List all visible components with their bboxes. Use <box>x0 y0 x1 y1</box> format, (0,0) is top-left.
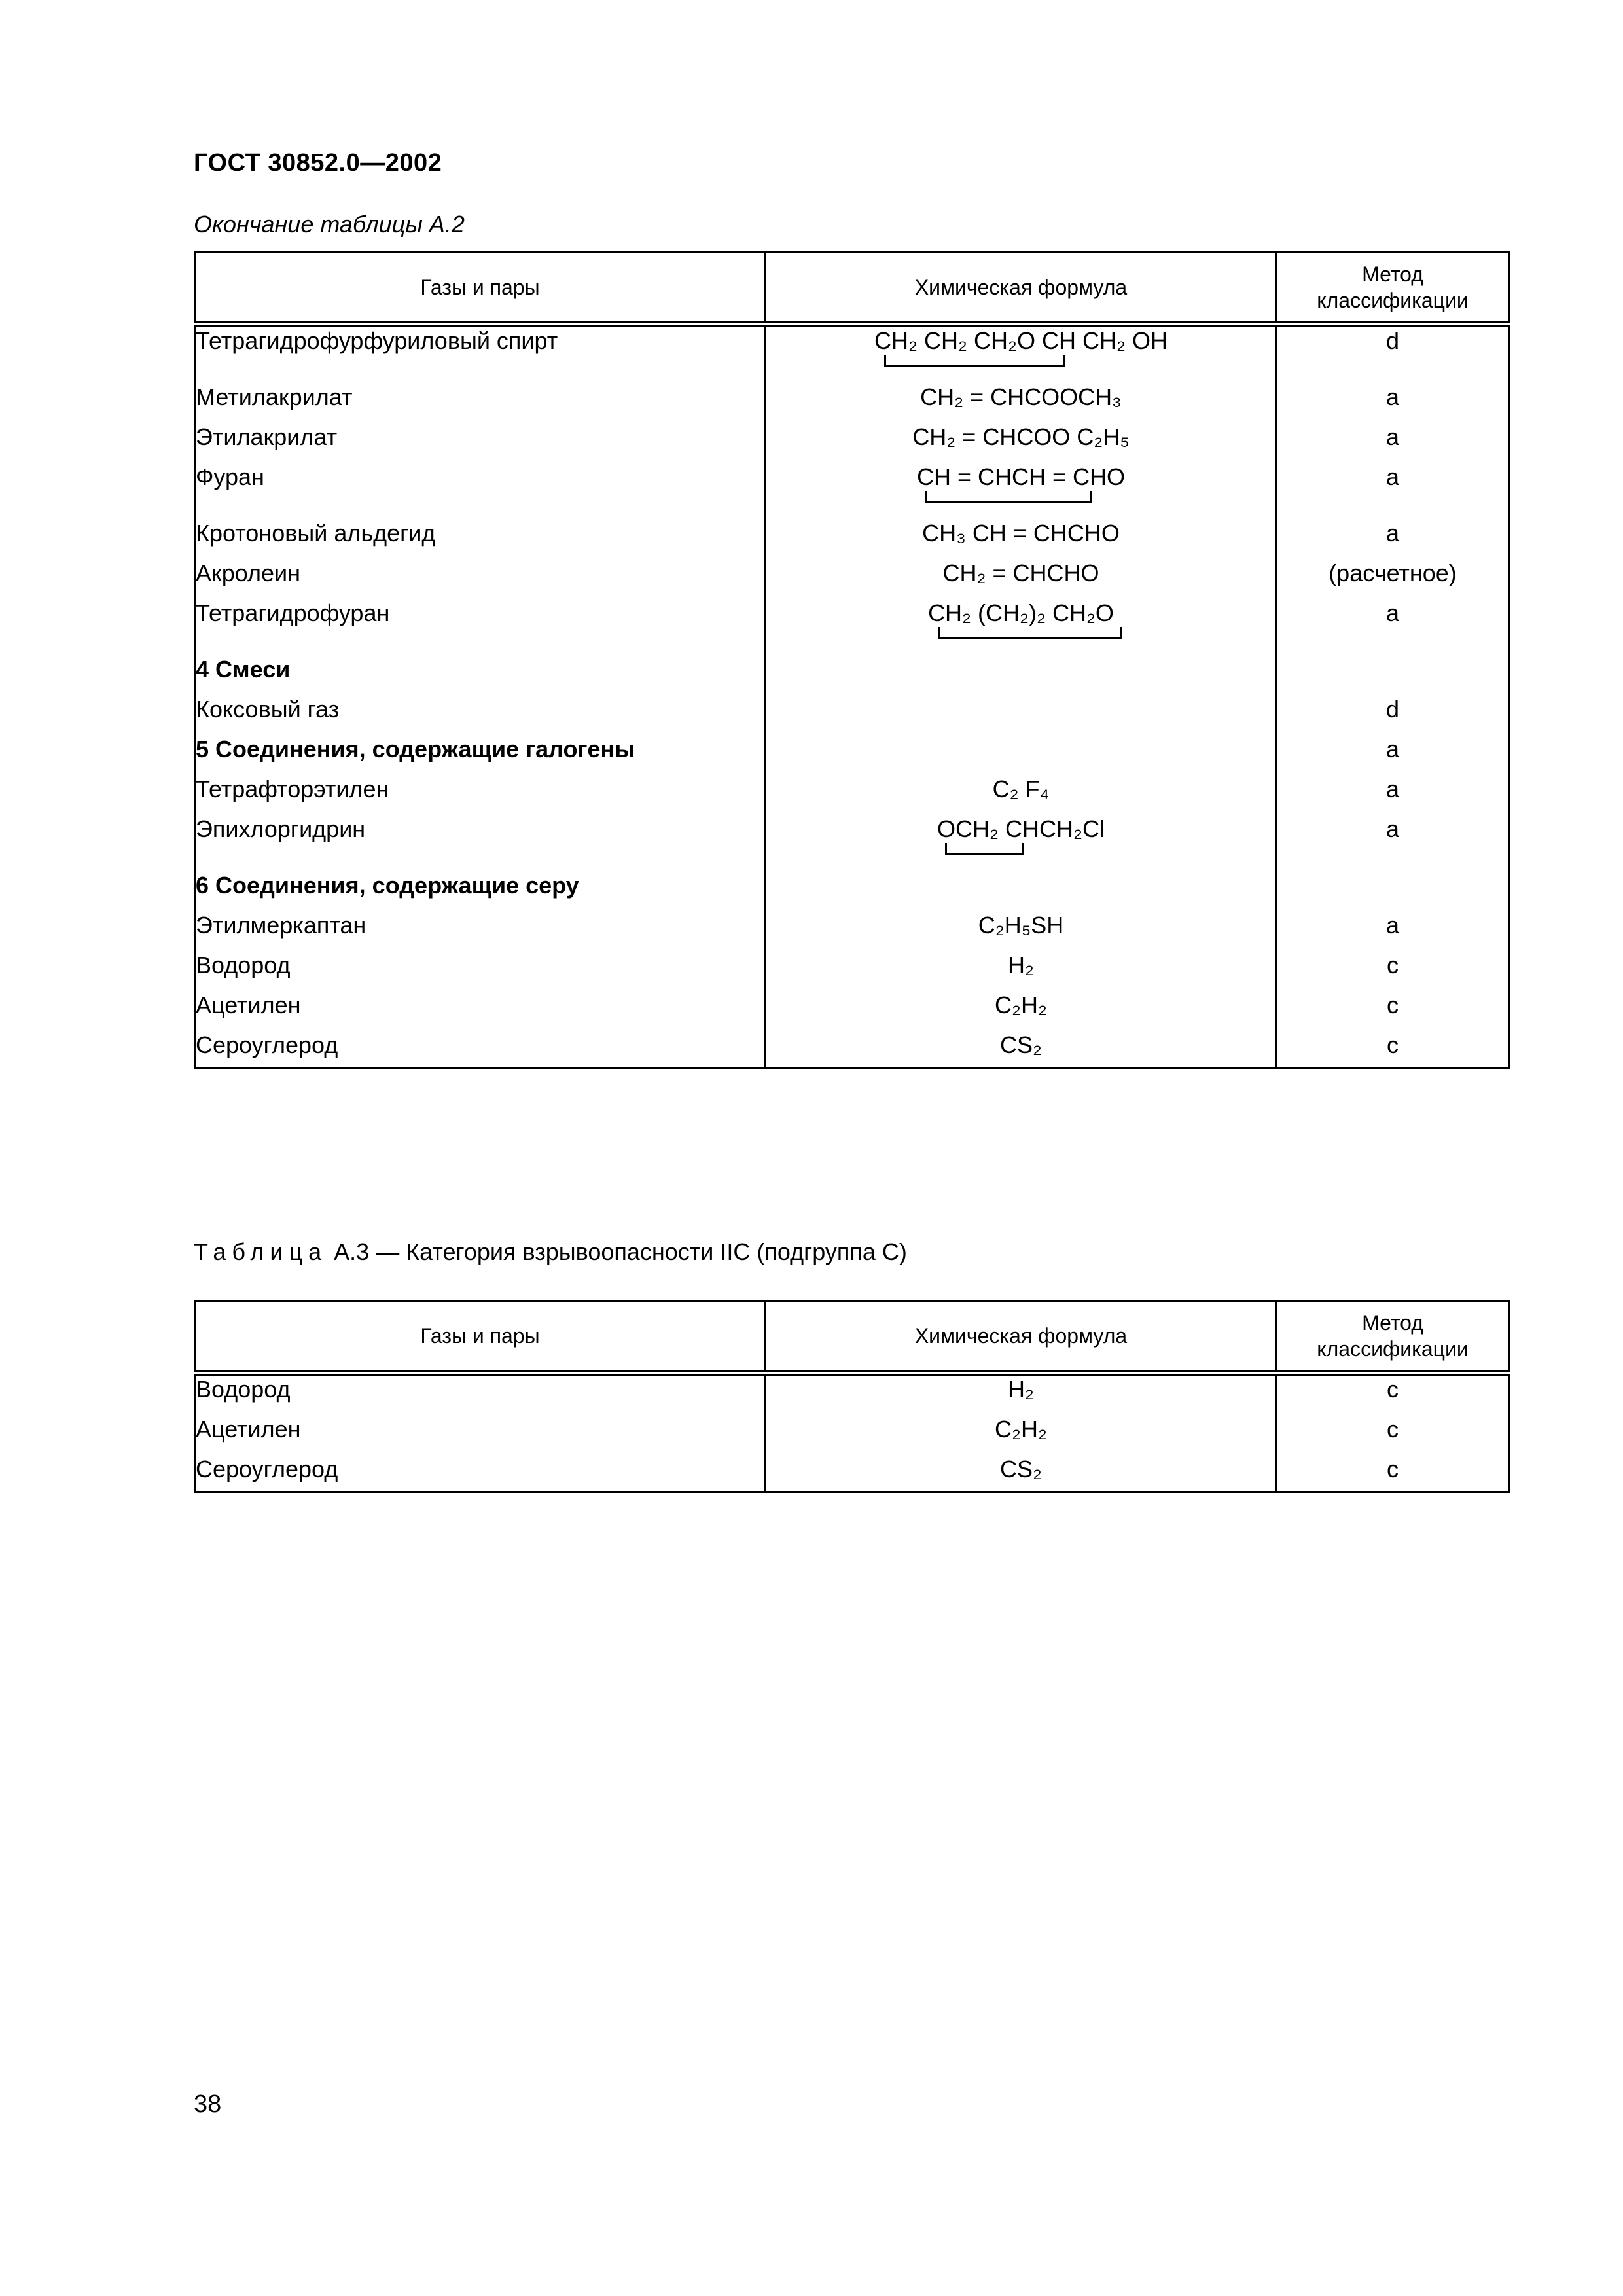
table-a3 <box>194 1300 1510 1493</box>
table-header-row <box>195 253 1509 325</box>
table-row <box>195 912 1509 952</box>
gas-cell: Кротоновый альдегид <box>195 520 766 560</box>
gas-cell: Этилакрилат <box>195 423 766 463</box>
formula-cell <box>766 656 1277 696</box>
formula-text: CH₂ (CH₂)₂ CH₂O <box>928 600 1114 626</box>
formula-cell: C₂H₂ <box>766 992 1277 1031</box>
method-cell: c <box>1277 992 1509 1031</box>
gas-cell: Тетрафторэтилен <box>195 776 766 816</box>
column-header-method-text: Метод классификации <box>1317 1311 1469 1361</box>
table-header-row <box>195 1301 1509 1373</box>
method-cell: a <box>1277 600 1509 656</box>
column-header-method <box>1277 253 1509 325</box>
table-row <box>195 560 1509 600</box>
gas-cell: Тетрагидрофуран <box>195 600 766 656</box>
formula-text: OCH₂ CHCH₂Cl <box>937 816 1105 842</box>
column-header-gases: Газы и пары <box>195 1301 766 1373</box>
table-row <box>195 384 1509 423</box>
table-a2 <box>194 251 1510 1069</box>
gas-cell: Фуран <box>195 463 766 520</box>
table-row <box>195 325 1509 384</box>
gas-cell: Метилакрилат <box>195 384 766 423</box>
formula-cell: CH₂ = CHCHO <box>766 560 1277 600</box>
page-number: 38 <box>194 2090 222 2118</box>
gas-cell: Коксовый газ <box>195 696 766 736</box>
formula-cell <box>766 872 1277 912</box>
table-a3-caption <box>194 1238 907 1266</box>
method-cell: a <box>1277 463 1509 520</box>
column-header-method-text: Метод классификации <box>1317 262 1469 312</box>
formula-ring <box>917 463 1125 491</box>
method-cell: a <box>1277 520 1509 560</box>
ring-bracket <box>938 627 1122 639</box>
column-header-formula: Химическая формула <box>766 253 1277 325</box>
column-header-method <box>1277 1301 1509 1373</box>
column-header-gases: Газы и пары <box>195 253 766 325</box>
formula-cell <box>766 325 1277 384</box>
method-cell: a <box>1277 736 1509 776</box>
table-row <box>195 992 1509 1031</box>
table-row <box>195 600 1509 656</box>
method-cell: a <box>1277 384 1509 423</box>
formula-cell: C₂H₅SH <box>766 912 1277 952</box>
method-cell: a <box>1277 816 1509 872</box>
gas-cell: Водород <box>195 1373 766 1416</box>
page-header: ГОСТ 30852.0—2002 <box>194 149 442 177</box>
formula-text: CH₂ CH₂ CH₂O CH CH₂ OH <box>874 327 1168 354</box>
table-row <box>195 423 1509 463</box>
ring-bracket <box>945 843 1024 855</box>
formula-text: CH = CHCH = CHO <box>916 463 1126 490</box>
method-cell: d <box>1277 696 1509 736</box>
table-row <box>195 816 1509 872</box>
method-cell: d <box>1277 325 1509 384</box>
formula-cell: CH₂ = CHCOO C₂H₅ <box>766 423 1277 463</box>
gas-cell: Сероуглерод <box>195 1456 766 1492</box>
table-row <box>195 736 1509 776</box>
section-heading: 5 Соединения, содержащие галогены <box>195 736 766 776</box>
column-header-formula: Химическая формула <box>766 1301 1277 1373</box>
method-cell: c <box>1277 1456 1509 1492</box>
table-row <box>195 776 1509 816</box>
ring-bracket <box>925 491 1092 503</box>
table-a3-caption-text: А.3 — Категория взрывоопасности IIC (подгруппа С) <box>327 1238 907 1265</box>
formula-ring <box>874 327 1168 355</box>
formula-ring <box>928 600 1114 627</box>
formula-cell: CH₂ = CHCOOCH₃ <box>766 384 1277 423</box>
formula-ring <box>937 816 1105 843</box>
formula-cell <box>766 600 1277 656</box>
table-row <box>195 1373 1509 1416</box>
formula-cell: C₂H₂ <box>766 1416 1277 1456</box>
formula-cell: H₂ <box>766 1373 1277 1416</box>
method-cell: (расчетное) <box>1277 560 1509 600</box>
section-heading: 4 Смеси <box>195 656 766 696</box>
table-row <box>195 1456 1509 1492</box>
gas-cell: Ацетилен <box>195 992 766 1031</box>
gas-cell: Этилмеркаптан <box>195 912 766 952</box>
gas-cell: Эпихлоргидрин <box>195 816 766 872</box>
method-cell: c <box>1277 1416 1509 1456</box>
method-cell: a <box>1277 776 1509 816</box>
gas-cell: Акролеин <box>195 560 766 600</box>
method-cell <box>1277 872 1509 912</box>
table-row <box>195 1031 1509 1068</box>
method-cell: a <box>1277 912 1509 952</box>
method-cell: c <box>1277 952 1509 992</box>
formula-cell: H₂ <box>766 952 1277 992</box>
table-row <box>195 463 1509 520</box>
gas-cell: Сероуглерод <box>195 1031 766 1068</box>
table-row <box>195 872 1509 912</box>
table-row <box>195 952 1509 992</box>
table-row <box>195 656 1509 696</box>
method-cell <box>1277 656 1509 696</box>
gas-cell: Водород <box>195 952 766 992</box>
formula-cell <box>766 696 1277 736</box>
gas-cell: Ацетилен <box>195 1416 766 1456</box>
ring-bracket <box>884 355 1065 367</box>
formula-cell: C₂ F₄ <box>766 776 1277 816</box>
table-row <box>195 696 1509 736</box>
table-a2-caption: Окончание таблицы А.2 <box>194 211 465 238</box>
section-heading: 6 Соединения, содержащие серу <box>195 872 766 912</box>
formula-cell <box>766 736 1277 776</box>
method-cell: c <box>1277 1031 1509 1068</box>
gas-cell: Тетрагидрофурфуриловый спирт <box>195 325 766 384</box>
formula-cell <box>766 463 1277 520</box>
table-row <box>195 1416 1509 1456</box>
table-row <box>195 520 1509 560</box>
formula-cell: CS₂ <box>766 1031 1277 1068</box>
table-a3-caption-label: Таблица <box>194 1238 328 1265</box>
method-cell: c <box>1277 1373 1509 1416</box>
method-cell: a <box>1277 423 1509 463</box>
formula-cell <box>766 816 1277 872</box>
formula-cell: CS₂ <box>766 1456 1277 1492</box>
formula-cell: CH₃ CH = CHCHO <box>766 520 1277 560</box>
